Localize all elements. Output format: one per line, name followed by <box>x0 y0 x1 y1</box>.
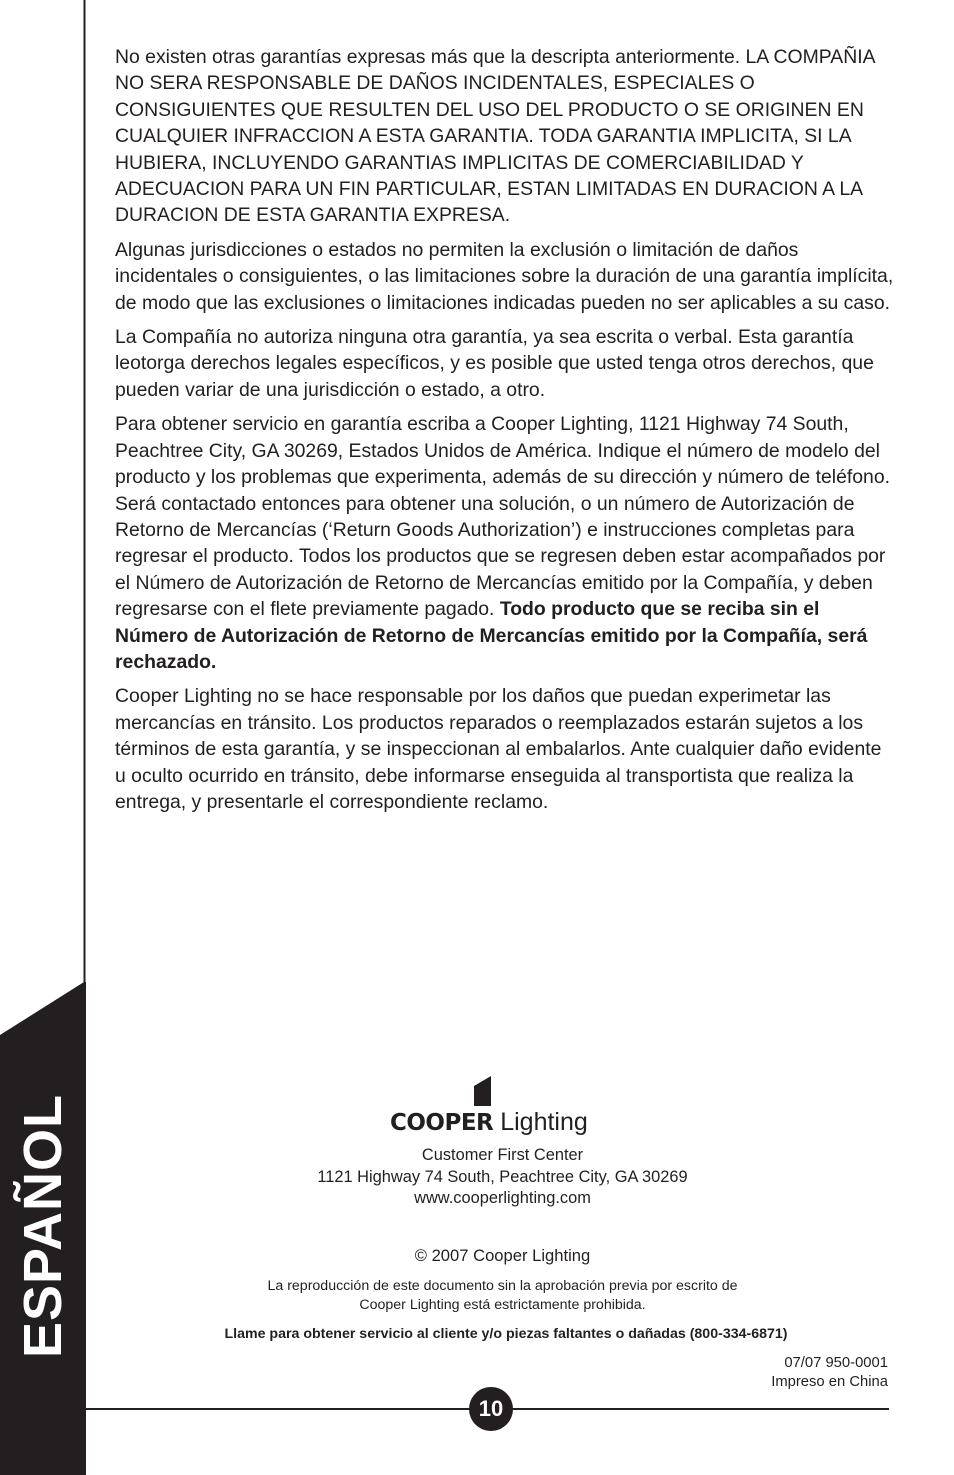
paragraph-rights: La Compañía no autoriza ninguna otra garantía, ya sea escrita o verbal. Esta garantía leotorga derechos legales específicos, y es posible que usted tenga otros derechos, que pueden variar de una jurisdicción o estado, a otro. <box>115 326 874 401</box>
company-address <box>200 1145 805 1210</box>
reproduction-notice: La reproducción de este documento sin la aprobación previa por escrito de Cooper Lighting está estrictamente prohibida. <box>267 1278 738 1313</box>
paragraph-transit: Cooper Lighting no se hace responsable por los daños que puedan experimetar las mercancías en tránsito. Los productos reparados o reemplazados estarán sujetos a los términos de esta garantía, y se inspeccionan al embalarlos. Ante cualquier daño evidente u oculto ocurrido en tránsito, debe informarse enseguida al transportista que realiza la entrega, y presentarle el correspondiente reclamo. <box>115 685 882 813</box>
paragraph-jurisdictions: Algunas jurisdicciones o estados no permiten la exclusión o limitación de daños incidentales o consiguientes, o las limitaciones sobre la duración de una garantía implícita, de modo que las exclusiones o limitaciones indicadas pueden no ser aplicables a su caso. <box>115 238 894 314</box>
customer-service-line: Llame para obtener servicio al cliente y/o piezas faltantes o dañadas (800-334-6871) <box>224 1326 788 1342</box>
document-code: 07/07 950-0001 <box>784 1355 888 1371</box>
paragraph-warranty-disclaimer: No existen otras garantías expresas más que la descripta anteriormente. LA COMPAÑIA NO SERA RESPONSABLE DE DAÑOS INCIDENTALES, ESPECIALES O CONSIGUIENTES QUE RESULTEN DEL USO DEL PRODUCTO O SE ORIGINEN EN CUALQUIER INFRACCION A ESTA GARANTIA. TODA GARANTIA IMPLICITA, SI LA HUBIERA, INCLUYENDO GARANTIAS IMPLICITAS DE COMERCIABILIDAD Y ADECUACION PARA UN FIN PARTICULAR, ESTAN LIMITADAS EN DURACION A LA DURACION DE ESTA GARANTIA EXPRESA. <box>115 46 875 227</box>
paragraph-service: Para obtener servicio en garantía escriba a Cooper Lighting, 1121 Highway 74 South, Peachtree City, GA 30269, Estados Unidos de América. Indique el número de modelo del producto y los problemas que experimenta, además de su dirección y número de teléfono. Será contactado entonces para obtener una solución, o un número de Autorización de Retorno de Mercancías (‘Return Goods Authorization’) e instrucciones completas para regresar el producto. Todos los productos que se regresen deben estar acompañados por el Número de Autorización de Retorno de Mercancías emitido por la Compañía, y deben regresarse con el flete previamente pagado. Todo producto que se reciba sin el Número de Autorización de Retorno de Mercancías emitido por la Compañía, será rechazado. <box>115 413 890 673</box>
logo-brand-text: COOPER <box>390 1110 494 1136</box>
language-sidebar <box>0 0 86 1475</box>
address-line-2: 1121 Highway 74 South, Peachtree City, GA 30269 <box>317 1167 688 1186</box>
address-line-1: Customer First Center <box>421 1146 584 1164</box>
cooper-lighting-logo <box>200 1076 805 1138</box>
rejection-notice: Todo producto que se reciba sin el Número de Autorización de Retorno de Mercancías emitido por la Compañía, será rechazado. <box>115 598 868 673</box>
print-info <box>771 1354 888 1392</box>
language-label: ESPAÑOL <box>13 1093 73 1359</box>
page-number-badge: 10 <box>469 1387 513 1431</box>
logo-suffix-text: Lighting <box>493 1108 588 1136</box>
cooper-logo-mark-icon <box>474 1076 492 1106</box>
website-text: www.cooperlighting.com <box>414 1189 591 1207</box>
copyright-notice: © 2007 Cooper Lighting <box>414 1246 591 1265</box>
warranty-text <box>115 44 897 823</box>
print-origin: Impreso en China <box>771 1374 888 1390</box>
